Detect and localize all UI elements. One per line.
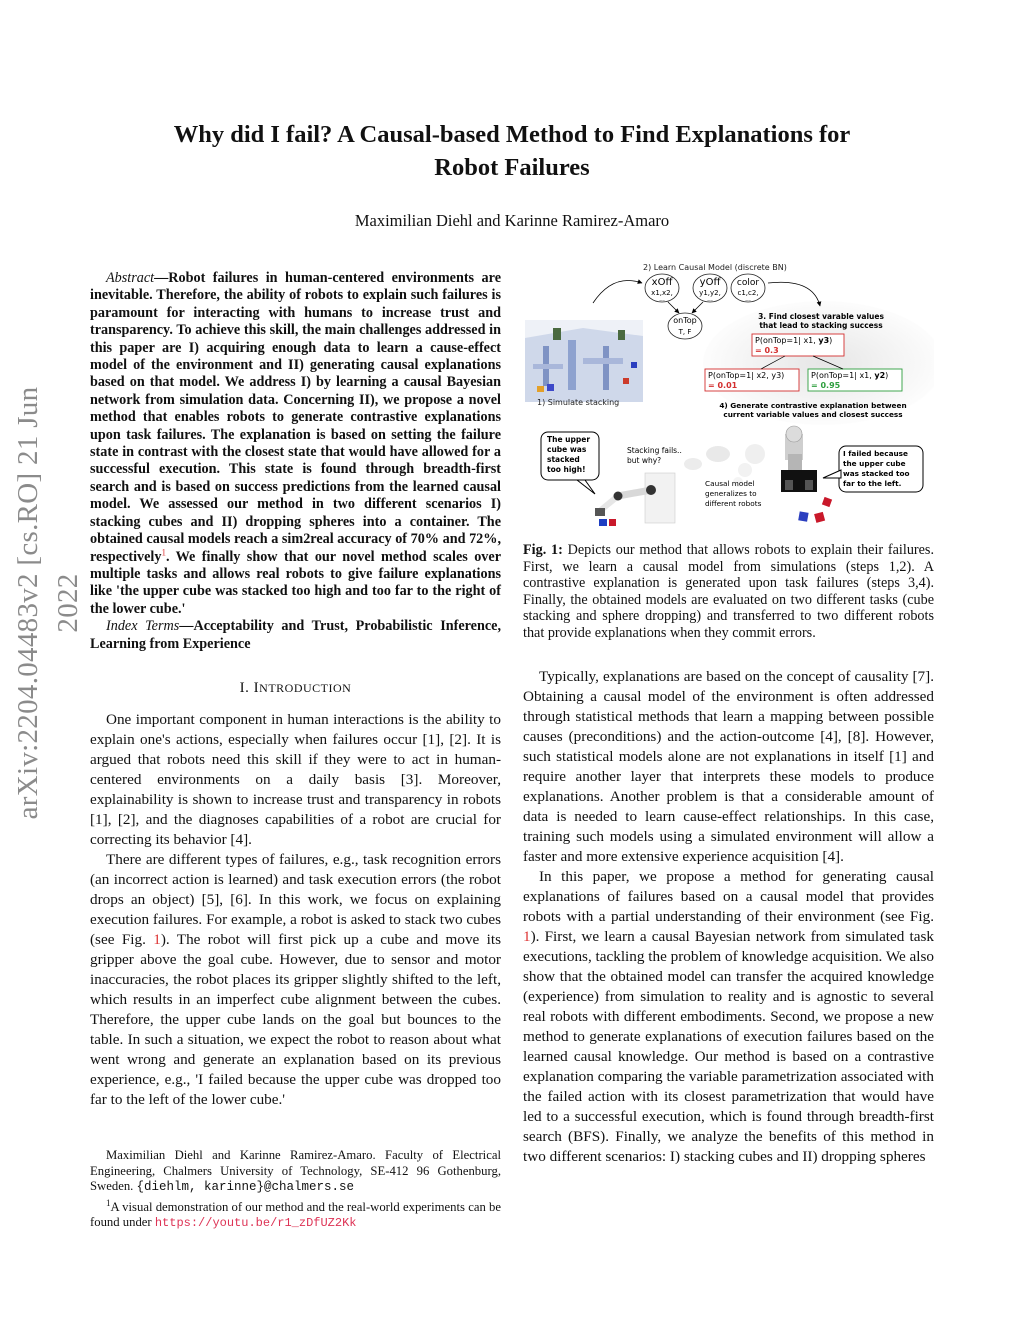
right-paragraph-1: Typically, explanations are based on the concept of causality [7]. Obtaining a causal model of the environment is often addressed through statistical methods that learn a mapping between possible causes (preconditions) and the action-outcome [4], [8]. However, such statistical models alone are not explanations in itself [1] and require another layer that interprets these models to produce explanations. Another problem is that a considerable amount of data is needed to learn cause-effect relationships. In this case, training such models using a simulated environment will allow a faster and more extensive experience acquisition [4].	[523, 668, 934, 865]
edge-xoff-ontop	[668, 302, 679, 313]
prob-box-current	[752, 334, 844, 356]
step2-label: 2) Learn Causal Model (discrete BN)	[643, 263, 787, 272]
node-color-ellipsis: ...	[745, 296, 751, 303]
bubble-left-line3: stacked	[547, 455, 580, 464]
fig-ref-link-2[interactable]: 1	[523, 928, 531, 945]
caption-label: Fig. 1:	[523, 542, 563, 558]
node-xoff	[645, 274, 679, 303]
arxiv-identifier: arXiv:2204.04483v2 [cs.RO] 21 Jun 2022	[12, 386, 84, 820]
intro-right-column	[523, 667, 934, 1167]
bubble-left-line2: cube was	[547, 445, 587, 454]
bubble-right-line4: far to the left.	[843, 479, 902, 488]
step3-line2: that lead to stacking success	[759, 321, 883, 330]
prob-box-right	[808, 369, 902, 391]
index-terms-dash: —	[179, 618, 194, 635]
right-paragraph-2	[523, 867, 934, 1167]
node-yoff-values: y1,y2,	[699, 289, 721, 297]
section-numeral: I.	[239, 680, 254, 696]
right-paragraph-2b: ). First, we learn a causal Bayesian network from simulated task executions, tackling the problem of knowledge acquisition. We also show that the obtained model can transfer the acquired knowledge (experience) from simulation to reality and is agnostic to several real robots with different embodiments. Second, we propose a new method to generate explanations of execution failures based on the learned causal knowledge. Our method is based on a contrastive explanation comparing the variable parametrization associated with the failed action with its closest parametrization that would have led to a successful execution, which is found through breadth-first search (BFS). Finally, we analyze the benefits of this method in two different scenarios: I) stacking cubes and II) dropping spheres	[523, 928, 934, 1165]
node-yoff-ellipsis: ...	[707, 296, 713, 303]
svg-text:P(onTop=1| x1, y3)	[755, 336, 832, 345]
figure-1-diagram	[523, 258, 934, 528]
generalizes-line3: different robots	[705, 499, 762, 508]
intro-paragraph-2a: There are different types of failures, e.g., task recognition errors (an incorrect action is learned) and task execution errors (the robot drops an object) [5], [6]. In this work, we focus on explaining execution failures. For example, a robot is asked to stack two cubes (see Fig.	[90, 851, 501, 948]
generalizes-line2: generalizes to	[705, 489, 757, 498]
abstract-text-1: Robot failures in human-centered environments are inevitable. Therefore, the ability of robots to explain such failures is paramount for interacting with humans to increase trust and transparency. To achieve this skill, the main challenges addressed in this paper are I) acquiring enough data to learn a cause-effect model of the environment and II) generating causal explanations based on that model. We address I) by learning a causal Bayesian network from simulation data. Concerning II), we propose a novel method that enables robots to generate contrastive explanations upon task failures. The explanation is based on setting the failure state in contrast with the closest state that would have allowed for a successful execution. This state is found through breadth-first search and is based on success predictions from the learned causal model. We assessed our method in two different scenarios I) stacking cubes and II) dropping spheres into a container. The obtained causal models reach a sim2real accuracy of 70% and 72%, respectively	[90, 270, 501, 565]
prob-left-expr: P(onTop=1| x2, y3)	[708, 371, 785, 380]
footnote-mark-1[interactable]: 1	[161, 546, 166, 557]
robot-right	[781, 426, 832, 523]
thought-puff-1	[684, 458, 702, 470]
intro-paragraph-2	[90, 850, 501, 1110]
thought-bubble-large	[745, 444, 765, 464]
footnotes	[90, 1148, 501, 1232]
node-xoff-label: xOff	[651, 277, 673, 288]
step4-line2: current variable values and closest success	[723, 410, 903, 419]
speech-bubble-right	[823, 446, 923, 492]
prob-right-var: y2	[874, 371, 886, 380]
node-color-values: c1,c2,	[737, 289, 759, 297]
node-ontop-label: onTop	[673, 316, 697, 325]
abstract-dash: —	[154, 270, 169, 286]
figure-1-caption	[523, 542, 934, 641]
prob-right-expr: P(onTop=1| x1,	[811, 371, 875, 380]
node-color-label: color	[736, 278, 760, 288]
generalizes-line1: Causal model	[705, 479, 755, 488]
video-link[interactable]: https://youtu.be/r1_zDfUZ2Kk	[154, 1216, 357, 1231]
simulation-image	[525, 320, 643, 402]
affiliation-text: Maximilian Diehl and Karinne Ramirez-Amaro. Faculty of Electrical Engineering, Chalmers University of Technology, SE-412 96 Gothenburg, Sweden.	[90, 1148, 501, 1193]
index-terms-label: Index Terms	[106, 618, 180, 635]
thought-bubble-medium	[738, 463, 752, 477]
arrow-sim-to-model	[593, 281, 642, 304]
bubble-right-line1: I failed because	[843, 449, 908, 458]
intro-left-column	[90, 710, 501, 1110]
thought-puff-2	[706, 446, 730, 462]
section-heading-introduction	[90, 680, 501, 697]
node-yoff	[693, 274, 727, 303]
index-terms-text: Acceptability and Trust, Probabilistic Inference, Learning from Experience	[90, 618, 501, 652]
edge-yoff-ontop	[692, 302, 703, 313]
prob-current-expr: P(onTop=1| x1,	[755, 336, 819, 345]
title-line-2: Robot Failures	[434, 154, 590, 181]
prob-current-var: y3	[818, 336, 830, 345]
abstract-label: Abstract	[106, 270, 155, 286]
bubble-right-line3: was stacked too	[843, 469, 910, 478]
email-text[interactable]: {diehlm, karinne}@chalmers.se	[136, 1180, 355, 1194]
stacking-fails-line2: but why?	[627, 456, 662, 465]
prob-right-value: = 0.95	[811, 381, 841, 390]
robot-left	[595, 473, 675, 526]
prob-current-value: = 0.3	[755, 346, 779, 355]
prob-current-close: )	[829, 336, 833, 345]
speech-bubble-left	[541, 432, 599, 494]
section-first-letter: I	[253, 680, 260, 696]
section-rest: NTRODUCTION	[259, 681, 352, 695]
node-xoff-ellipsis: ...	[659, 296, 665, 303]
caption-text: Depicts our method that allows robots to explain their failures. First, we learn a causal model from simulations (steps 1,2). A contrastive explanation is generated upon task failures (steps 3,4). Finally, the obtained models are evaluated on two different tasks (cube stacking and sphere dropping) and transferred to two different robots that provide explanations when they commit errors.	[523, 542, 935, 641]
svg-text:P(onTop=1| x1, y2)	[811, 371, 888, 380]
fig-ref-link[interactable]: 1	[153, 931, 161, 948]
title-line-1: Why did I fail? A Causal-based Method to Find Explanations for	[173, 121, 851, 148]
intro-paragraph-2b: ). The robot will first pick up a cube and move its gripper above the goal cube. However, due to sensor and motor inaccuracies, the robot places its gripper slightly shifted to the left, which results in an imperfect cube alignment between the cubes. Therefore, the upper cube lands on the goal but bounces to the table. In such a situation, we expect the robot to reason about what went wrong and generate an explanation based on its previous experience, e.g., 'I failed because the upper cube was dropped too far to the left of the lower cube.'	[90, 931, 501, 1108]
stacking-fails-line1: Stacking fails..	[627, 446, 682, 455]
intro-paragraph-1: One important component in human interactions is the ability to explain one's actions, especially when failures occur [1], [2]. It is argued that robots need this skill if they were to act in human-centered environments on a daily basis [3]. Moreover, explainability is shown to increase trust and transparency in robots [1], [2], and the diagnoses capabilities of a robot are crucial for correcting its behavior [4].	[90, 711, 501, 848]
step3-line1: 3. Find closest varable values	[758, 312, 884, 321]
bubble-left-line1: The upper	[547, 435, 591, 444]
node-ontop-values: T, F	[678, 328, 692, 336]
footnote-1-text: A visual demonstration of our method and the real-world experiments can be found under	[90, 1199, 501, 1230]
right-paragraph-2a: In this paper, we propose a method for generating causal explanations of failures based on a causal model that provides robots with a partial understanding of their environment (see Fig.	[523, 868, 934, 925]
node-ontop	[668, 313, 702, 339]
prob-left-value: = 0.01	[708, 381, 738, 390]
abstract	[90, 270, 501, 653]
step1-label: 1) Simulate stacking	[537, 398, 620, 407]
prob-box-left	[705, 369, 799, 391]
footnote-1-mark: 1	[106, 1197, 111, 1208]
node-xoff-values: x1,x2,	[651, 289, 673, 297]
figure-1	[523, 258, 934, 528]
paper-title	[0, 118, 1024, 184]
step4-line1: 4) Generate contrastive explanation between	[719, 401, 907, 410]
bubble-left-line4: too high!	[547, 465, 586, 474]
node-yoff-label: yOff	[699, 277, 721, 288]
bubble-right-line2: the upper cube	[843, 459, 906, 468]
prob-right-close: )	[885, 371, 889, 380]
authors: Maximilian Diehl and Karinne Ramirez-Amaro	[354, 211, 670, 230]
abstract-text-2: . We finally show that our novel method scales over multiple tasks and allows real robots to give failure explanations like 'the upper cube was stacked too high and too far to the right of the lower cube.'	[90, 548, 501, 617]
node-color	[731, 274, 765, 303]
